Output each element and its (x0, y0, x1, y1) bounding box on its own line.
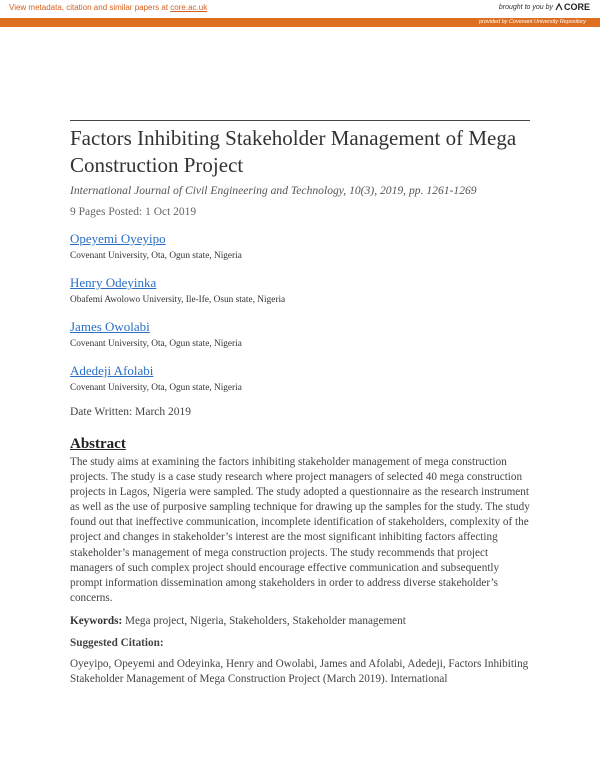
author-affiliation: Covenant University, Ota, Ogun state, Nigeria (70, 383, 242, 393)
abstract-text: The study aims at examining the factors inhibiting stakeholder management of mega construction projects. The study is a case study research where project managers of selected 40 mega construction projects in Lagos, Nigeria were sampled. The study adopted a questionnaire as the research instrument as well as the use of purposive sampling technique for drawing up the samples for the study. The study found out that ineffective communication, incomplete identification of stakeholders, complexity of the project and changes in stakeholder’s interest are the most significant inhibiting factors affecting stakeholder’s management of mega construction projects. The study recommends that project managers of such complex project should encourage effective communication and subsequently prompt information dissemination among stakeholders in order to address diverse stakeholder’s concerns. (70, 456, 530, 604)
suggested-citation-label: Suggested Citation: (70, 636, 164, 649)
metadata-link-text: View metadata, citation and similar papers at (9, 3, 171, 12)
paper-content (70, 125, 530, 687)
author-entry (70, 362, 530, 394)
core-url-link[interactable]: core.ac.uk (170, 3, 208, 12)
brought-text: brought to you by (498, 3, 553, 11)
author-link[interactable]: James Owolabi (70, 319, 150, 334)
author-entry (70, 230, 530, 262)
suggested-citation-text: Oyeyipo, Opeyemi and Odeyinka, Henry and Owolabi, James and Afolabi, Adedeji, Factors Inhibiting Stakeholder Management of Mega Construction Project (March 2019). International (70, 657, 529, 686)
author-link[interactable]: Henry Odeyinka (70, 275, 157, 290)
keywords-line (70, 615, 530, 627)
provided-by-bar (0, 18, 600, 27)
author-link[interactable]: Opeyemi Oyeyipo (70, 231, 166, 246)
keywords-value: Mega project, Nigeria, Stakeholders, Stakeholder management (125, 614, 406, 627)
core-logo-text: CORE (563, 2, 590, 12)
journal-citation: International Journal of Civil Engineering and Technology, 10(3), 2019, pp. 1261-1269 (70, 184, 477, 197)
brought-to-you-by (499, 2, 590, 12)
paper-title: Factors Inhibiting Stakeholder Management of Mega Construction Project (70, 126, 517, 177)
core-logo-icon (555, 3, 563, 11)
author-affiliation: Covenant University, Ota, Ogun state, Nigeria (70, 339, 242, 349)
pages-posted: 9 Pages Posted: 1 Oct 2019 (70, 206, 197, 218)
provided-by-link[interactable]: provided by Covenant University Repository (479, 19, 586, 25)
date-written: Date Written: March 2019 (70, 406, 191, 418)
author-link[interactable]: Adedeji Afolabi (70, 363, 154, 378)
top-banner (0, 0, 600, 18)
author-entry (70, 318, 530, 350)
core-metadata-link[interactable] (9, 3, 207, 12)
author-entry (70, 274, 530, 306)
core-logo[interactable] (555, 2, 590, 12)
author-affiliation: Covenant University, Ota, Ogun state, Nigeria (70, 251, 242, 261)
author-affiliation: Obafemi Awolowo University, Ile-Ife, Osun state, Nigeria (70, 295, 286, 305)
abstract-heading: Abstract (70, 436, 126, 452)
keywords-label: Keywords: (70, 614, 123, 627)
title-divider (70, 120, 530, 121)
